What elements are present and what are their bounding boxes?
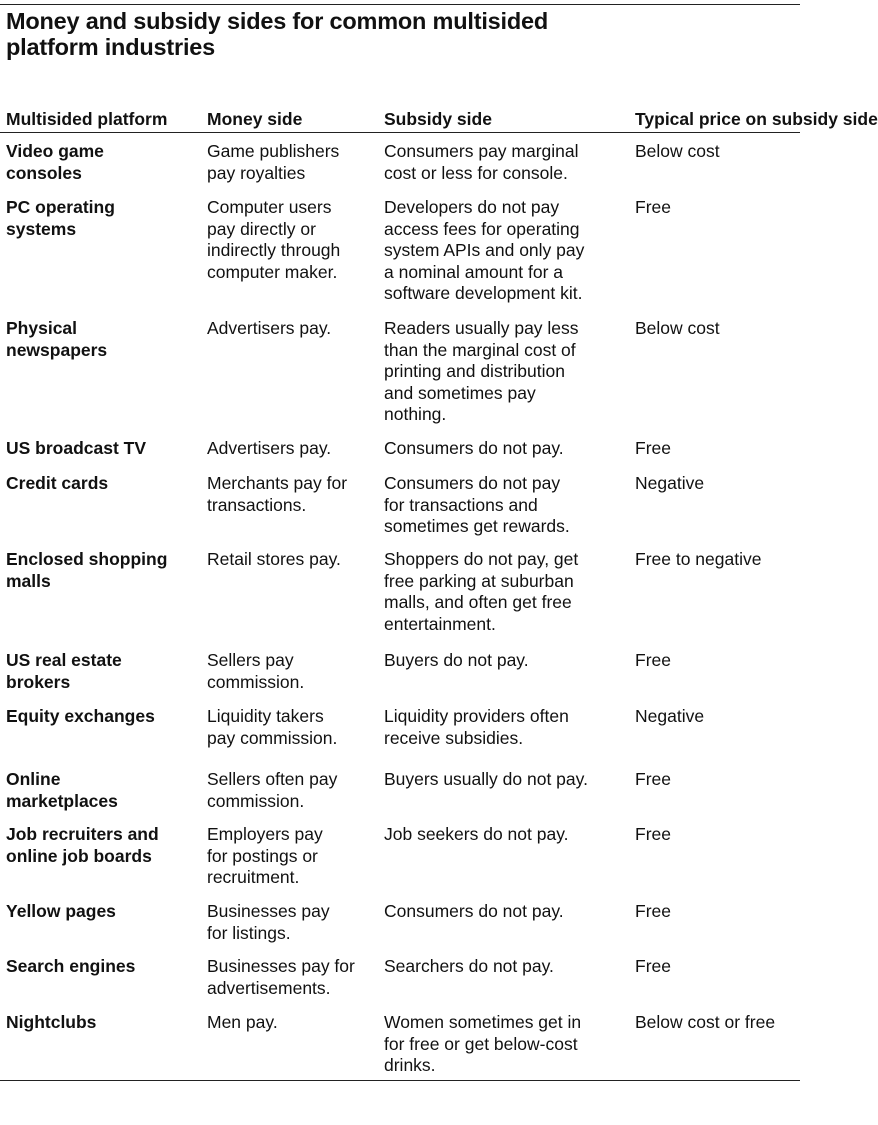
header-platform [6, 109, 201, 130]
money-side-cell [207, 824, 379, 889]
cell-text-line: Job seekers do not pay. [384, 824, 569, 844]
cell-text-line: Below cost or free [635, 1012, 776, 1032]
cell-text-line: advertisements. [207, 977, 331, 998]
cell-text-line: Retail stores pay. [207, 549, 341, 569]
cell-text-line: Online [6, 769, 61, 789]
cell-text-line: printing and distribution [384, 361, 565, 381]
cell-text-line: Free [635, 769, 671, 789]
cell-text-line: malls [6, 570, 51, 591]
platform-cell [6, 141, 201, 184]
top-rule [0, 4, 800, 5]
cell-text-line: newspapers [6, 339, 108, 360]
cell-text-line: indirectly through [207, 240, 341, 260]
typical-price-cell [635, 956, 800, 978]
cell-text-line: Free [635, 824, 671, 844]
table-row [0, 650, 800, 706]
subsidy-side-cell [384, 473, 630, 538]
money-side-cell [207, 769, 379, 812]
cell-text-line: Consumers do not pay [384, 473, 561, 493]
cell-text-line: pay commission. [207, 727, 338, 748]
money-side-cell [207, 549, 379, 571]
money-side-cell [207, 438, 379, 460]
cell-text-line: Nightclubs [6, 1012, 97, 1032]
cell-text-line: Enclosed shopping [6, 549, 168, 569]
cell-text-line: Advertisers pay. [207, 318, 332, 338]
cell-text-line: Merchants pay for [207, 473, 348, 493]
cell-text-line: Credit cards [6, 473, 109, 493]
cell-text-line: computer maker. [207, 261, 338, 282]
table-row [0, 824, 800, 901]
cell-text-line: Searchers do not pay. [384, 956, 554, 976]
typical-price-cell [635, 1012, 800, 1034]
cell-text-line: Free [635, 197, 671, 217]
typical-price-cell [635, 901, 800, 923]
cell-text-line: Free [635, 956, 671, 976]
money-side-cell [207, 141, 379, 184]
typical-price-cell [635, 650, 800, 672]
cell-text-line: Below cost [635, 141, 720, 161]
subsidy-side-cell [384, 141, 630, 184]
subsidy-side-cell [384, 901, 630, 923]
cell-text-line: US broadcast TV [6, 438, 147, 458]
cell-text-line: Consumers do not pay. [384, 438, 564, 458]
typical-price-cell [635, 769, 800, 791]
header-text: Subsidy side [384, 109, 492, 129]
cell-text-line: system APIs and only pay [384, 240, 585, 260]
typical-price-cell [635, 438, 800, 460]
cell-text-line: US real estate [6, 650, 122, 670]
cell-text-line: nothing. [384, 404, 447, 424]
platform-cell [6, 769, 201, 812]
cell-text-line: receive subsidies. [384, 727, 524, 748]
platform-cell [6, 650, 201, 693]
cell-text-line: for listings. [207, 922, 291, 943]
platform-cell [6, 706, 201, 728]
cell-text-line: and sometimes pay [384, 382, 536, 403]
platform-cell [6, 318, 201, 361]
subsidy-side-cell [384, 438, 630, 460]
subsidy-side-cell [384, 1012, 630, 1077]
table-row [0, 956, 800, 1012]
cell-text-line: access fees for operating [384, 218, 580, 239]
cell-text-line: entertainment. [384, 613, 496, 634]
cell-text-line: online job boards [6, 845, 152, 866]
cell-text-line: Consumers do not pay. [384, 901, 564, 921]
cell-text-line: Employers pay [207, 824, 323, 844]
cell-text-line: Developers do not pay [384, 197, 560, 217]
header-text: subsidy side [771, 109, 878, 129]
money-side-cell [207, 1012, 379, 1034]
cell-text-line: free parking at suburban [384, 570, 574, 591]
header-text: Typical price on [635, 109, 767, 129]
cell-text-line: consoles [6, 162, 82, 183]
cell-text-line: Negative [635, 706, 705, 726]
platform-cell [6, 901, 201, 923]
table-row [0, 141, 800, 197]
title-line: Money and subsidy sides for common multisided [6, 8, 549, 34]
header-text: platform [97, 109, 168, 129]
subsidy-side-cell [384, 549, 630, 635]
cell-text-line: Liquidity takers [207, 706, 324, 726]
cell-text-line: software development kit. [384, 283, 583, 303]
platform-cell [6, 1012, 201, 1034]
cell-text-line: marketplaces [6, 790, 118, 811]
cell-text-line: Consumers pay marginal [384, 141, 579, 161]
table-row [0, 318, 800, 438]
header-money-side [207, 109, 379, 130]
cell-text-line: Men pay. [207, 1012, 278, 1032]
platform-cell [6, 438, 201, 460]
money-side-cell [207, 650, 379, 693]
cell-text-line: sometimes get rewards. [384, 516, 570, 536]
typical-price-cell [635, 141, 800, 163]
cell-text-line: cost or less for console. [384, 162, 568, 183]
typical-price-cell [635, 549, 800, 571]
cell-text-line: than the marginal cost of [384, 339, 576, 360]
cell-text-line: systems [6, 218, 77, 239]
cell-text-line: Readers usually pay less [384, 318, 579, 338]
header-text: Money side [207, 109, 303, 129]
money-side-cell [207, 318, 379, 340]
typical-price-cell [635, 197, 800, 219]
typical-price-cell [635, 706, 800, 728]
header-text: Multisided [6, 109, 93, 129]
platform-cell [6, 197, 201, 240]
cell-text-line: Below cost [635, 318, 720, 338]
header-typical-price [635, 109, 878, 130]
cell-text-line: pay royalties [207, 162, 306, 183]
cell-text-line: Free [635, 650, 671, 670]
cell-text-line: for postings or [207, 845, 318, 866]
cell-text-line: commission. [207, 671, 305, 692]
platform-cell [6, 473, 201, 495]
table-row [0, 706, 800, 769]
typical-price-cell [635, 824, 800, 846]
bottom-rule [0, 1080, 800, 1081]
table-body [0, 133, 800, 1117]
platform-cell [6, 956, 201, 978]
table-row [0, 197, 800, 318]
typical-price-cell [635, 318, 800, 340]
cell-text-line: Businesses pay [207, 901, 330, 921]
cell-text-line: malls, and often get free [384, 592, 572, 612]
cell-text-line: Sellers often pay [207, 769, 338, 789]
money-side-cell [207, 706, 379, 749]
cell-text-line: Free to negative [635, 549, 762, 569]
subsidy-side-cell [384, 650, 630, 672]
cell-text-line: a nominal amount for a [384, 261, 563, 282]
table-row [0, 438, 800, 473]
cell-text-line: drinks. [384, 1055, 436, 1075]
money-side-cell [207, 901, 379, 944]
table-row [0, 549, 800, 650]
cell-text-line: Sellers pay [207, 650, 294, 670]
subsidy-side-cell [384, 197, 630, 305]
money-side-cell [207, 197, 379, 283]
platform-table [0, 86, 878, 1117]
money-side-cell [207, 956, 379, 999]
cell-text-line: for transactions and [384, 494, 538, 515]
cell-text-line: Game publishers [207, 141, 340, 161]
platform-cell [6, 824, 201, 867]
cell-text-line: Computer users [207, 197, 332, 217]
cell-text-line: Free [635, 438, 671, 458]
table-row [0, 1012, 800, 1125]
table-row [0, 769, 800, 824]
cell-text-line: Video game [6, 141, 104, 161]
cell-text-line: for free or get below-cost [384, 1033, 578, 1054]
cell-text-line: commission. [207, 790, 305, 811]
cell-text-line: Liquidity providers often [384, 706, 569, 726]
table-row [0, 473, 800, 549]
subsidy-side-cell [384, 956, 630, 978]
title-line: platform industries [6, 34, 216, 60]
cell-text-line: Equity exchanges [6, 706, 155, 726]
subsidy-side-cell [384, 706, 630, 749]
cell-text-line: Businesses pay for [207, 956, 355, 976]
subsidy-side-cell [384, 769, 630, 791]
table-title [6, 8, 706, 60]
money-side-cell [207, 473, 379, 516]
cell-text-line: Job recruiters and [6, 824, 159, 844]
cell-text-line: pay directly or [207, 218, 316, 239]
cell-text-line: Advertisers pay. [207, 438, 332, 458]
cell-text-line: Yellow pages [6, 901, 116, 921]
cell-text-line: Physical [6, 318, 78, 338]
cell-text-line: Free [635, 901, 671, 921]
table-row [0, 901, 800, 956]
cell-text-line: Buyers do not pay. [384, 650, 529, 670]
typical-price-cell [635, 473, 800, 495]
cell-text-line: transactions. [207, 494, 307, 515]
cell-text-line: recruitment. [207, 867, 300, 887]
subsidy-side-cell [384, 318, 630, 426]
cell-text-line: Buyers usually do not pay. [384, 769, 588, 789]
platform-cell [6, 549, 201, 592]
subsidy-side-cell [384, 824, 630, 846]
header-subsidy-side [384, 109, 630, 130]
table-header-row [0, 86, 878, 133]
cell-text-line: Shoppers do not pay, get [384, 549, 579, 569]
cell-text-line: Women sometimes get in [384, 1012, 582, 1032]
cell-text-line: Negative [635, 473, 705, 493]
cell-text-line: Search engines [6, 956, 136, 976]
cell-text-line: PC operating [6, 197, 115, 217]
cell-text-line: brokers [6, 671, 71, 692]
